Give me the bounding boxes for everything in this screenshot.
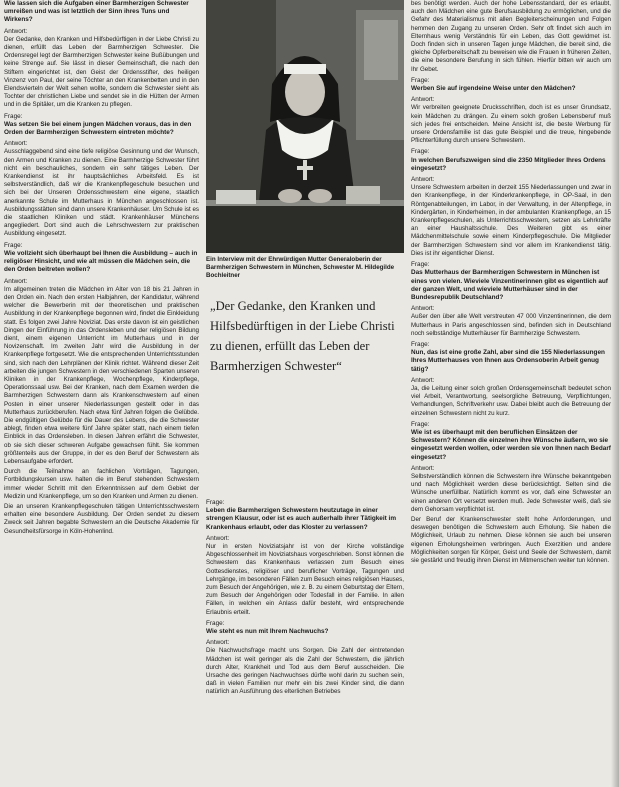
answer-label: Antwort: bbox=[411, 464, 435, 472]
answer-label: Antwort: bbox=[411, 96, 435, 104]
nun-photo bbox=[206, 0, 404, 253]
answer-paragraph: Ja, die Leitung einer solch großen Ordensgemeinschaft bedeutet schon viel Arbeit, Verantwortung, seelsorgliche Betreuung, Verpflichtungen, Verhandlungen, Schriftverkehr usw. Dabei bleibt auch die Betreuung der einzelnen Schwestern nicht zu kurz. bbox=[411, 384, 611, 417]
answer-paragraph: Nur in ersten Noviziatsjahr ist von der Kirche vollständige Abgeschlossenheit im Noviziatshaus vorgeschrieben. Sonst können die Schwestern das Krankenhaus verlassen zum Besuch eines Gottesdienstes, religiöser und beruflicher Vorträge, Tagungen und Lehrgänge, im besonderen Fällen zum Besuch eines religiösen Hauses, zum Besuch der Angehörigen, wie z. B. zu einem Geburtstag der Eltern, zum Besuch der Angehörigen oder Todesfall in der Familie. In allen Fällen, in welchen ein Anlass dafür besteht, wird entsprechende Erlaubnis erteilt. bbox=[206, 543, 404, 616]
question-text: Werben Sie auf irgendeine Weise unter den Mädchen? bbox=[411, 85, 576, 93]
answer-paragraph: Der Beruf der Krankenschwester stellt hohe Anforderungen, und deswegen benötigen die Schwestern auch Erholung. Sie haben die Möglichkeit, Urlaub zu nehmen. Diese können sie auch bei unseren eigenen Erholungsheimen verbringen. Auch Exerzitien und andere Möglichkeiten sorgen für Körper, Geist und Seele der Schwestern, damit sie gestärkt und freudig ihren Dienst im Mitmenschen weiter tun können. bbox=[411, 515, 611, 564]
answer-label: Antwort: bbox=[4, 277, 28, 285]
question-text: Wie vollzieht sich überhaupt bei Ihnen die Ausbildung – auch in religiöser Hinsicht, und wie alt müssen die Mädchen sein, die den Orden beitreten wollen? bbox=[4, 249, 198, 274]
answer-paragraph: bes benötigt werden. Auch der hohe Lebensstandard, der es erlaubt, auch den Mädchen eine gute Berufsausbildung zu ermöglichen, und die Gefahr des Materialismus mit allen Begleiterscheinungen und Folgen hemmen den Zugang zu unseren Orden. Sehr oft findet sich auch im Elternhaus wenig Verständnis für ein Leben, das Gott gewidmet ist. Doch finden sich in unseren Tagen junge Mädchen, die bereit sind, die gleiche Opferbereitschaft zu beweisen wie die Frauen in früheren Zeiten, die eine besondere Berufung in sich fühlen. Hierfür bitten wir auch um Ihr Gebet. bbox=[411, 0, 611, 73]
answer-label: Antwort: bbox=[411, 176, 435, 184]
column-right bbox=[411, 0, 611, 787]
question-label: Frage: bbox=[206, 499, 225, 506]
question-text: Wie lassen sich die Aufgaben einer Barmherzigen Schwester umreißen und was ist letztlich der Sinn ihres Tuns und Wirkens? bbox=[4, 0, 189, 24]
question-label: Frage: bbox=[4, 241, 23, 249]
pull-quote: „Der Gedanke, den Kranken und Hilfsbedürftigen in der Liebe Christi zu dienen, erfüllt das Leben der Barmherzigen Schwester“ bbox=[210, 299, 395, 373]
answer-paragraph: Die an unseren Krankenpflegeschulen tätigen Unterrichtsschwestern erhalten eine besondere Ausbildung. Der Orden sendet zu diesem Zweck seit Jahren begabte Schwestern an die Deutsche Akademie für Gesundheitsfürsorge in Köln-Hohenlind. bbox=[4, 502, 199, 535]
answer-paragraph: Ausschlaggebend sind eine tiefe religiöse Gesinnung und der Wunsch, den Armen und Kranken zu dienen. Eine Barmherzige Schwester führt nicht ein beschauliches, sondern ein sehr tätiges Leben. Der Krankendienst ist ihr hauptsächliches Arbeitsfeld. Es ist selbstverständlich, daß wir die Krankenpflegeschule besuchen und sich bei der Unseren Ordensschwestern eine eigene, staatlich anerkannte Schule im Mutterhaus in München angeschlossen ist. Ausbildungsstätten sind dann unsere Krankenhäuser. Um Schule ist es die staatlichen Kliniken und städt. Krankenhäuser Münchens angegliedert. Dort sind auch die Lehrschwestern zur praktischen Ausbildung eingesetzt. bbox=[4, 148, 199, 238]
portrait-image bbox=[206, 0, 404, 253]
question-label: Frage: bbox=[411, 148, 430, 156]
question-label: Frage: bbox=[4, 112, 23, 120]
question-text: Das Mutterhaus der Barmherzigen Schwestern in München ist eines von vielen. Wieviele Vinzentinerinnen gibt es eigentlich auf der ganzen Welt, und wieviele Mutterhäuser sind in der Bundesrepublik Deutschland? bbox=[411, 269, 608, 301]
question-label: Frage: bbox=[411, 420, 430, 428]
question-label: Frage: bbox=[411, 261, 430, 269]
column-left bbox=[4, 0, 199, 787]
photo-caption: Ein Interview mit der Ehrwürdigen Mutter Generaloberin der Barmherzigen Schwestern in München, Schwester M. Hildegilde Bochleitner bbox=[206, 256, 395, 279]
answer-paragraph: Selbstverständlich können die Schwestern ihre Wünsche bekanntgeben und nach Möglichkeit werden diese berücksichtigt. Selten sind die Wünsche unerfüllbar. Natürlich kommt es vor, daß eine Schwester an einen anderen Ort versetzt werden muß. Jede Schwester weiß, daß sie dem Gehorsam verpflichtet ist. bbox=[411, 472, 611, 513]
question-label: Frage: bbox=[411, 340, 430, 348]
question-text: Wie steht es nun mit Ihrem Nachwuchs? bbox=[206, 628, 329, 636]
answer-paragraph: Wir verbreiten geeignete Drucksschriften, doch ist es unser Grundsatz, kein Mädchen zu drängen. Zu einem solch großen Lebensberuf muß sich jedes frei entscheiden. Meine Ansicht ist, die beste Werbung für unsere Ordensfamilie ist das gute Beispiel und die treue, hingebende Pflichterfüllung durch unsere Schwestern. bbox=[411, 104, 611, 145]
question-label: Frage: bbox=[411, 76, 430, 84]
question-text: Nun, das ist eine große Zahl, aber sind die 155 Niederlassungen Ihres Mutterhauses von Ihnen aus Ordensoberin Arbeit genug tätig? bbox=[411, 349, 605, 373]
question-text: Was setzen Sie bei einem jungen Mädchen voraus, das in den Orden der Barmherzigen Schwestern eintreten möchte? bbox=[4, 120, 192, 137]
question-label: Frage: bbox=[206, 619, 225, 627]
answer-paragraph: Unsere Schwestern arbeiten in derzeit 155 Niederlassungen und zwar in den Krankenpflege, in der Kinderkrankenpflege, in OP-Saal, in den Röntgenabteilungen, im Labor, in der Verwaltung, in der Altenpflege, in Kindergärten, in Kinderheimen, in der ambulanten Krankenpflege, an 15 Krankenpflegeschulen, als Unterrichtsschwestern, setzen als Lehrkräfte an einer Haushaltsschule. Des Weiteren gibt es einer Mädchenmittelschule sowie einem Kinderpflegeschule. Die Mitglieder der Barmherzigen Schwestern sind vor allem im Krankendienst tätig. Dies ist ihr eigentlicher Dienst. bbox=[411, 184, 611, 257]
answer-paragraph: Der Gedanke, den Kranken und Hilfsbedürftigen in der Liebe Christi zu dienen, erfüllt das Leben der Barmherzigen Schwester. Die Ordensregel legt der Barmherzigen Schwester keine Bußübungen und keine Strenge auf. Sie lässt in dieser Gemeinschaft, die nach den Stiftern eingerichtet ist, den Geist der Ordensstifter, des heiligen Vinzenz von Paul, der seine Töchter an den Krankenbetten und in den Elendsvierteln der Welt sehen wollte, sondern die Schwester sieht als Tochter der christlichen Liebe und sendet sie in die Hütten der Armen und in die Spitäler, um die Kranken zu pflegen. bbox=[4, 35, 199, 109]
answer-label: Antwort: bbox=[411, 376, 435, 384]
answer-label: Antwort: bbox=[206, 639, 230, 647]
question-text: In welchen Berufszweigen sind die 2350 Mitglieder Ihres Ordens eingesetzt? bbox=[411, 156, 606, 172]
question-text: Wie ist es überhaupt mit den beruflichen Einsätzen der Schwestern? Können die einzelnen ihre Wünsche äußern, wo sie eingesetzt werden wollen, oder werden sie von Ihnen nach Bedarf eingesetzt? bbox=[411, 428, 611, 461]
page-edge-shadow bbox=[611, 0, 619, 787]
question-text: Leben die Barmherzigen Schwestern heutzutage in einer strengen Klausur, oder ist es auch außerhalb ihrer Tätigkeit im Krankenhaus erlaubt, oder das Kloster zu verlassen? bbox=[206, 507, 396, 531]
answer-label: Antwort: bbox=[206, 534, 230, 542]
answer-paragraph: Im allgemeinen treten die Mädchen im Alter von 18 bis 21 Jahren in den Orden ein. Nach den ersten Halbjahren, der Kandidatur, während welcher die Bewerberin mit der theoretischen und praktischen Ausbildung in der Krankenpflege begonnen wird, findet die Einkleidung statt. Es folgen zwei Jahre Noviziat. Das erste davon ist ein geistlichen Dingen der Einführung in das Ordensleben und der religiösen Bildung dient, einem eigenen Unterricht im Mutterhaus und in der Novizenschaft. Im zweiten Jahr wird die Ausbildung in der Krankenpflege fortgesetzt. Wie die entsprechenden Unterrichtsstunden sind, sich nach den Lehrplänen der Klinik richtet. Während dieser Zeit arbeiten die jungen Schwestern in den verschiedenen Sparten unseren Kliniken in der Krankenpflege, Wochenpflege, Kinderpflege, Operationssaal usw. Bei der Kranken, nach dem Examen werden die Barmherzigen Schwestern dann als Krankenschwestern auf einen Posten in einer unserer Niederlassungen gestellt oder in das Mutterhaus zurückberufen. Nach etwa fünf Jahren folgen die Gelübde. Die endgültigen Gelübde für die Dauer des Lebens, die die Schwester ablegt, finden etwa weitere fünf Jahre später statt, nach einem tiefen Einblick in das Ordensleben. In diesen Jahren erfährt die Schwester, ob sie sich dieser schweren Aufgabe gewachsen fühlt. Sie kommen größtenteils aus der Gruppe, in der es den Beruf der Schwestern als Lebensaufgabe erfordert. bbox=[4, 285, 199, 465]
answer-paragraph: Durch die Teilnahme an fachlichen Vorträgen, Tagungen, Fortbildungskursen usw. halten die im Beruf stehenden Schwestern immer wieder Schritt mit den Erkenntnissen auf dem Gebiet der Medizin und Krankenpflege, um so den Kranken und Armen zu dienen. bbox=[4, 468, 199, 500]
answer-paragraph: Außer den über alle Welt verstreuten 47 000 Vinzentinerinnen, die dem Mutterhaus in Paris angeschlossen sind, befinden sich in Deutschland noch selbständige Mutterhäuser für Barmherzige Schwestern. bbox=[411, 313, 611, 337]
answer-label: Antwort: bbox=[4, 140, 28, 148]
column-middle bbox=[206, 496, 404, 787]
answer-label: Antwort: bbox=[411, 305, 435, 313]
answer-paragraph: Die Nachwuchsfrage macht uns Sorgen. Die Zahl der eintretenden Mädchen ist weit geringer als die Zahl der Schwestern, die jährlich durch Alter, Krankheit und Tod aus dem Beruf ausscheiden. Die Ursache des geringen Nachwuchses dürfte wohl darin zu suchen sein, daß in vielen Familien nur mehr ein bis zwei Kinder sind, die dann natürlich an Ausführung des elterlichen Betriebes bbox=[206, 647, 404, 696]
answer-label: Antwort: bbox=[4, 27, 28, 35]
